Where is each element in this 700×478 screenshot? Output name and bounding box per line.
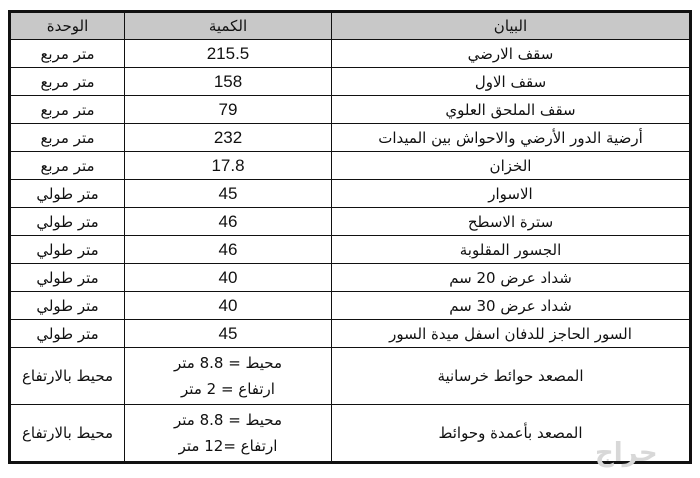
quantity-cell: 79 <box>125 96 332 124</box>
description-cell: الجسور المقلوبة <box>332 236 691 264</box>
description-cell: سترة الاسطح <box>332 208 691 236</box>
table-row <box>10 264 691 292</box>
description-cell: سقف الاول <box>332 68 691 96</box>
description-cell: شداد عرض 30 سم <box>332 292 691 320</box>
quantity-cell: 46 <box>125 208 332 236</box>
unit-cell: متر طولي <box>10 236 125 264</box>
quantity-cell <box>125 348 332 405</box>
quantity-line: ارتفاع = 2 متر <box>181 380 275 398</box>
description-cell: سقف الارضي <box>332 40 691 68</box>
unit-cell: متر طولي <box>10 264 125 292</box>
table-row <box>10 405 691 463</box>
unit-cell: متر طولي <box>10 320 125 348</box>
table-row <box>10 124 691 152</box>
quantity-cell: 46 <box>125 236 332 264</box>
quantity-cell: 40 <box>125 292 332 320</box>
header-row <box>10 12 691 40</box>
unit-cell: متر مربع <box>10 152 125 180</box>
unit-cell: متر طولي <box>10 292 125 320</box>
quantity-cell: 45 <box>125 180 332 208</box>
table-row <box>10 208 691 236</box>
quantity-cell: 215.5 <box>125 40 332 68</box>
quantity-line: محيط = 8.8 متر <box>173 411 283 429</box>
table-row <box>10 236 691 264</box>
table-row <box>10 152 691 180</box>
header-description: البيان <box>332 12 691 40</box>
quantities-table <box>8 10 692 464</box>
unit-cell: متر مربع <box>10 40 125 68</box>
quantity-cell: 17.8 <box>125 152 332 180</box>
description-cell: شداد عرض 20 سم <box>332 264 691 292</box>
quantity-cell: 45 <box>125 320 332 348</box>
quantity-cell <box>125 405 332 463</box>
description-cell: المصعد بأعمدة وحوائط <box>332 405 691 463</box>
unit-cell: محيط بالارتفاع <box>10 348 125 405</box>
description-cell: أرضية الدور الأرضي والاحواش بين الميدات <box>332 124 691 152</box>
table-row <box>10 96 691 124</box>
unit-cell: محيط بالارتفاع <box>10 405 125 463</box>
table-row <box>10 292 691 320</box>
unit-cell: متر مربع <box>10 68 125 96</box>
quantity-cell: 232 <box>125 124 332 152</box>
description-cell: سقف الملحق العلوي <box>332 96 691 124</box>
table-row <box>10 180 691 208</box>
description-cell: المصعد حوائط خرسانية <box>332 348 691 405</box>
quantity-cell: 158 <box>125 68 332 96</box>
table-row <box>10 40 691 68</box>
header-quantity: الكمية <box>125 12 332 40</box>
unit-cell: متر مربع <box>10 124 125 152</box>
table-row <box>10 68 691 96</box>
quantity-line: محيط = 8.8 متر <box>173 354 283 372</box>
quantity-cell: 40 <box>125 264 332 292</box>
unit-cell: متر مربع <box>10 96 125 124</box>
watermark-logo: حراج <box>595 438 658 468</box>
unit-cell: متر طولي <box>10 208 125 236</box>
quantity-line: ارتفاع =12 متر <box>178 437 278 455</box>
table-row <box>10 348 691 405</box>
description-cell: الاسوار <box>332 180 691 208</box>
description-cell: السور الحاجز للدفان اسفل ميدة السور <box>332 320 691 348</box>
table-row <box>10 320 691 348</box>
description-cell: الخزان <box>332 152 691 180</box>
header-unit: الوحدة <box>10 12 125 40</box>
unit-cell: متر طولي <box>10 180 125 208</box>
